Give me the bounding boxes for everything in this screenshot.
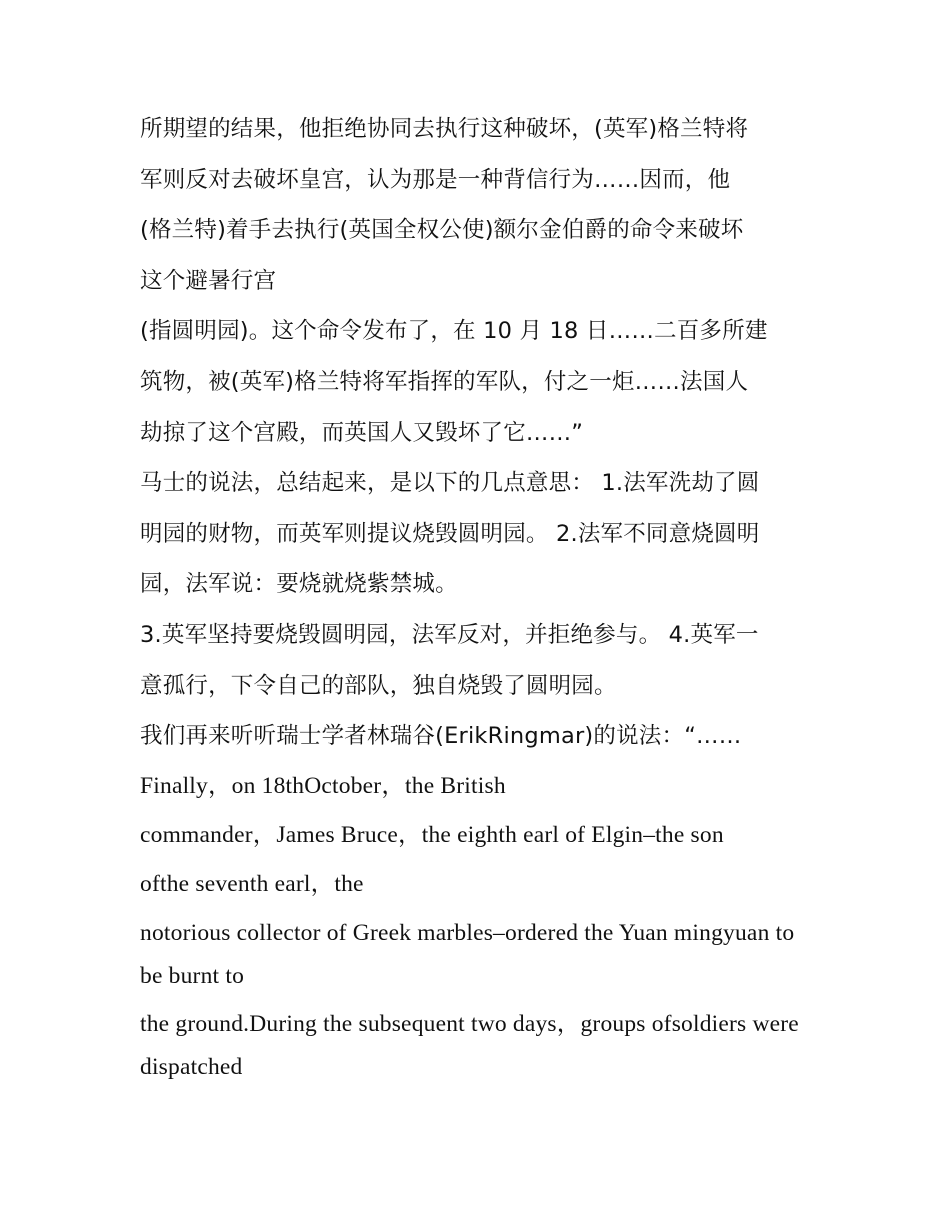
text-line: 劫掠了这个宫殿，而英国人又毁坏了它……” — [140, 419, 584, 446]
text-line: 意孤行，下令自己的部队，独自烧毁了圆明园。 — [140, 672, 617, 699]
text-line: 这个避暑行宫 — [140, 267, 277, 294]
text-line: (指圆明园)。这个命令发布了，在 10 月 18 日……二百多所建 — [140, 318, 768, 345]
english-paragraph: the ground.During the subsequent two days，groups ofsoldiers were dispatched — [140, 1010, 799, 1080]
text-line: 马士的说法，总结起来，是以下的几点意思： 1.法军洗劫了圆 — [140, 470, 760, 497]
english-line: Finally，on 18thOctober，the British — [140, 772, 506, 799]
english-paragraph: notorious collector of Greek marbles–ordered the Yuan mingyuan to be burnt to — [140, 919, 795, 989]
text-line: 筑物，被(英军)格兰特将军指挥的军队，付之一炬……法国人 — [140, 368, 749, 395]
text-line: 所期望的结果，他拒绝协同去执行这种破坏，(英军)格兰特将 — [140, 116, 749, 142]
text-line: 明园的财物，而英军则提议烧毁圆明园。 2.法军不同意烧圆明 — [140, 520, 760, 547]
english-line: commander，James Bruce，the eighth earl of Elgin–the son — [140, 821, 724, 848]
document-body — [140, 104, 820, 1091]
text-line: 军则反对去破坏皇宫，认为那是一种背信行为……因而，他 — [140, 166, 731, 193]
english-line: ofthe seventh earl，the — [140, 870, 364, 897]
text-line: 我们再来听听瑞士学者林瑞谷(ErikRingmar)的说法：“…… — [140, 723, 742, 750]
text-line: (格兰特)着手去执行(英国全权公使)额尔金伯爵的命令来破坏 — [140, 217, 744, 244]
text-line: 园，法军说：要烧就烧紫禁城。 — [140, 571, 458, 598]
text-line: 3.英军坚持要烧毁圆明园，法军反对，并拒绝参与。 4.英军一 — [140, 621, 759, 648]
